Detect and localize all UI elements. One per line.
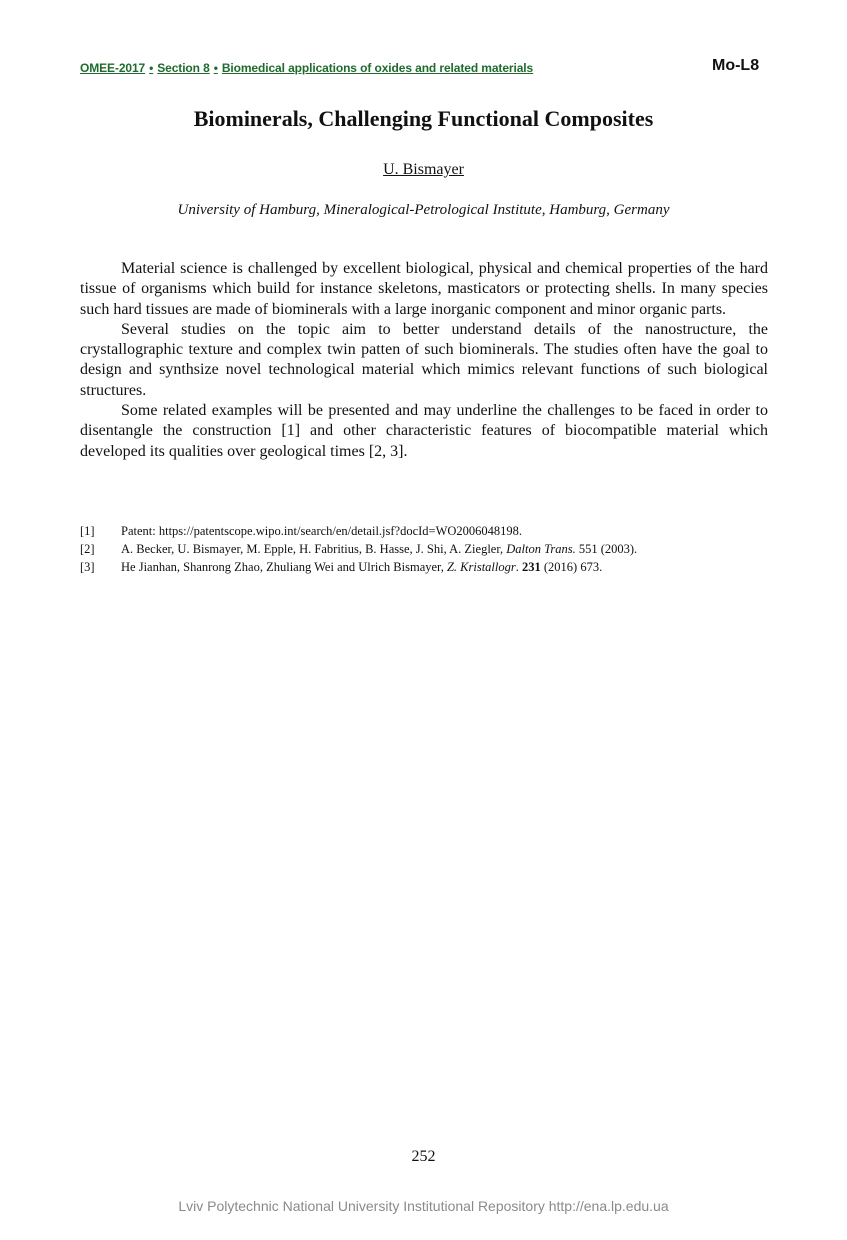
abstract-body xyxy=(80,259,768,462)
reference-item xyxy=(80,540,780,558)
reference-text: Patent: https://patentscope.wipo.int/search/en/detail.jsf?docId=WO2006048198. xyxy=(121,524,523,538)
running-header xyxy=(80,61,533,75)
reference-punctuation: . xyxy=(515,560,522,574)
body-paragraph: Some related examples will be presented and may underline the challenges to be faced in order to disentangle the construction [1] and other characteristic features of biocompatible material which developed its qualities over geological times [2, 3]. xyxy=(80,402,768,460)
repository-footer: Lviv Polytechnic National University Institutional Repository http://ena.lp.edu.ua xyxy=(178,1198,669,1214)
reference-item xyxy=(80,522,780,540)
reference-number: [2] xyxy=(80,542,95,556)
reference-text xyxy=(121,540,637,558)
reference-details: 551 (2003). xyxy=(575,542,638,556)
conference-name: OMEE-2017 xyxy=(80,61,146,75)
reference-list xyxy=(80,522,780,576)
body-paragraph: Material science is challenged by excellent biological, physical and chemical properties of the hard tissue of organisms which build for instance skeletons, masticators or protecting shells. In many species such hard tissues are made of biominerals with a large inorganic component and minor organic parts. xyxy=(80,260,768,318)
header-separator: • xyxy=(149,61,154,75)
reference-journal: Dalton Trans. xyxy=(506,542,576,556)
body-paragraph: Several studies on the topic aim to better understand details of the nanostructure, the crystallographic texture and complex twin patten of such biominerals. The studies often have the goal to design and synthsize novel technological material which mimics relevant functions of such biological structures. xyxy=(80,320,768,399)
reference-number: [3] xyxy=(80,560,95,574)
page-number: 252 xyxy=(411,1148,436,1165)
header-separator: • xyxy=(213,61,218,75)
paper-author: U. Bismayer xyxy=(383,161,464,178)
reference-details: (2016) 673. xyxy=(540,560,603,574)
paper-code: Mo-L8 xyxy=(712,57,760,74)
author-affiliation: University of Hamburg, Mineralogical-Petrological Institute, Hamburg, Germany xyxy=(177,202,670,218)
reference-journal: Z. Kristallogr xyxy=(446,560,516,574)
reference-number: [1] xyxy=(80,524,95,538)
paper-title: Biominerals, Challenging Functional Composites xyxy=(193,106,654,131)
reference-volume: 231 xyxy=(522,560,541,574)
section-label: Section 8 xyxy=(157,61,210,75)
reference-item xyxy=(80,558,780,576)
reference-text xyxy=(121,558,602,576)
reference-authors: A. Becker, U. Bismayer, M. Epple, H. Fabritius, B. Hasse, J. Shi, A. Ziegler, xyxy=(121,542,507,556)
section-topic: Biomedical applications of oxides and related materials xyxy=(221,61,534,75)
reference-authors: He Jianhan, Shanrong Zhao, Zhuliang Wei and Ulrich Bismayer, xyxy=(121,560,447,574)
